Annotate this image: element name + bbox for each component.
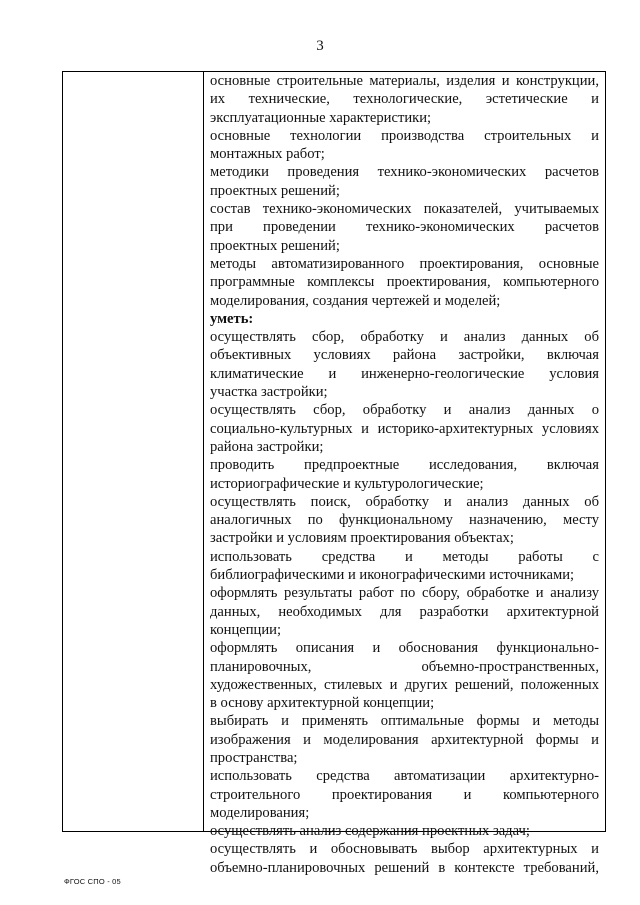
table-right-column	[204, 72, 606, 876]
text-line: осуществлять сбор, обработку и анализ данных о	[210, 402, 599, 419]
text-line: строительного проектирования и компьютерного	[210, 786, 599, 803]
text-line: осуществлять анализ содержания проектных задач;	[210, 823, 530, 840]
text-line: объективных условиях района застройки, включая	[210, 347, 599, 364]
text-line: основные технологии производства строительных и	[210, 127, 599, 144]
text-line: пространства;	[210, 749, 298, 766]
text-line: осуществлять сбор, обработку и анализ данных об	[210, 329, 599, 346]
text-line: историографические и культурологические;	[210, 475, 484, 492]
text-line: объемно-планировочных решений в контексте требований,	[210, 859, 599, 876]
text-line: выбирать и применять оптимальные формы и методы	[210, 713, 599, 730]
text-line: изображения и моделирования архитектурной формы и	[210, 731, 599, 748]
footer-code: ФГОС СПО - 05	[64, 877, 121, 886]
text-line: оформлять результаты работ по сбору, обработке и анализу	[210, 585, 599, 602]
text-line: художественных, стилевых и других решений, положенных	[210, 676, 599, 693]
table-left-column	[63, 72, 204, 831]
text-line: оформлять описания и обоснования функционально-	[210, 640, 599, 657]
text-line: застройки и условиям проектирования объектах;	[210, 530, 514, 547]
text-line: участка застройки;	[210, 384, 328, 401]
text-line: осуществлять поиск, обработку и анализ данных об	[210, 493, 599, 510]
text-line: методы автоматизированного проектирования, основные	[210, 255, 599, 272]
text-line: социально-культурных и историко-архитектурных условиях	[210, 420, 599, 437]
text-line: моделирования, создания чертежей и моделей;	[210, 292, 501, 309]
text-line: при проведении технико-экономических расчетов	[210, 219, 599, 236]
text-line: климатические и инженерно-геологические условия	[210, 365, 599, 382]
text-line: проектных решений;	[210, 182, 340, 199]
requirements-table	[62, 71, 606, 876]
text-line: состав технико-экономических показателей, учитываемых	[210, 201, 599, 218]
text-line: эксплуатационные характеристики;	[210, 109, 432, 126]
text-line: методики проведения технико-экономических расчетов	[210, 164, 599, 181]
text-line: концепции;	[210, 621, 282, 638]
text-line: планировочных, объемно-пространственных,	[210, 658, 599, 675]
text-line: основные строительные материалы, изделия и конструкции,	[210, 73, 599, 89]
text-line: использовать средства автоматизации архитектурно-	[210, 768, 599, 785]
text-line: программные комплексы проектирования, компьютерного	[210, 274, 599, 291]
text-line: использовать средства и методы работы с	[210, 548, 599, 565]
text-line: аналогичных по функциональному назначению, месту	[210, 512, 599, 529]
section-heading: уметь:	[210, 310, 254, 327]
text-line: библиографическими и иконографическими источниками;	[210, 567, 575, 584]
text-line: монтажных работ;	[210, 146, 325, 163]
text-line: проектных решений;	[210, 237, 340, 254]
text-line: их технические, технологические, эстетические и	[210, 91, 599, 108]
text-line: района застройки;	[210, 438, 324, 455]
page-number: 3	[316, 38, 324, 54]
text-line: проводить предпроектные исследования, включая	[210, 457, 599, 474]
text-line: данных, необходимых для разработки архитектурной	[210, 603, 599, 620]
text-line: осуществлять и обосновывать выбор архитектурных и	[210, 841, 599, 858]
text-line: в основу архитектурной концепции;	[210, 695, 435, 712]
text-line: моделирования;	[210, 804, 310, 821]
